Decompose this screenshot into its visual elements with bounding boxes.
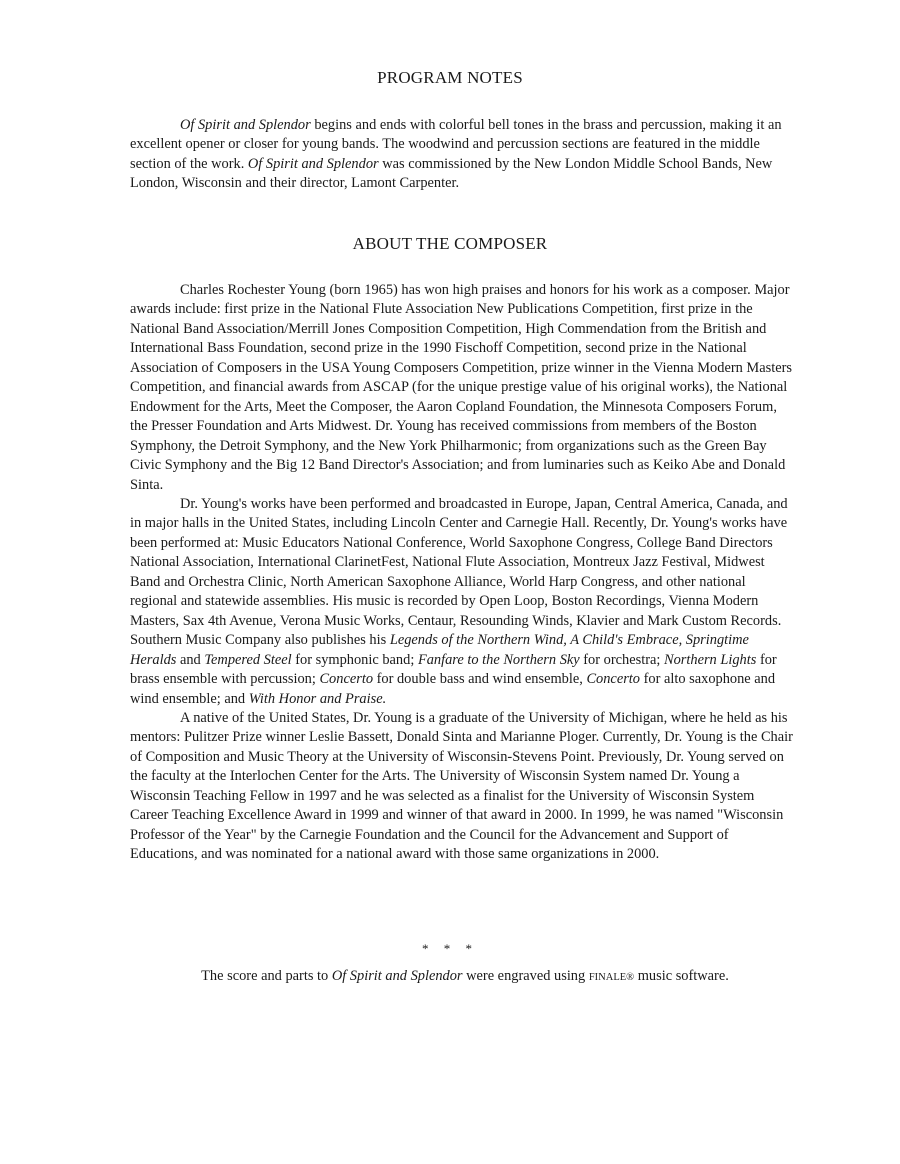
text-run: The score and parts to: [201, 968, 332, 984]
text-run: for alto saxophone and wind ensemble; and: [130, 671, 776, 707]
work-title: Of Spirit and Splendor: [180, 117, 311, 133]
work-title: Fanfare to the Northern Sky: [417, 651, 580, 668]
work-title: Concerto: [586, 671, 640, 688]
section-separator: * * *: [422, 941, 478, 956]
composer-paragraph-1: Charles Rochester Young (born 1965) has won high praises and honors for his work as a composer. Major awards include: first prize in the National Flute Association New Publications Competition, first prize in the National Band Association/Merrill Jones Composition Competition, High Commendation from the British and International Bass Foundation, second prize in the 1990 Fischoff Competition, second prize in the National Association of Composers in the USA Young Composers Competition, prize winner in the Vienna Modern Masters Competition, and financial awards from ASCAP (for the unique prestige value of his original works), the National Endowment for the Arts, Meet the Composer, the Aaron Copland Foundation, the Minnesota Composers Forum, the Presser Foundation and Arts Midwest. Dr. Young has received commissions from members of the Boston Symphony, the Detroit Symphony, and the New York Philharmonic; from organizations such as the Green Bay Civic Symphony and the Big 12 Band Director's Association; and from luminaries such as Keiko Abe and Donald Sinta.: [130, 282, 792, 493]
text-run: begins and ends with colorful bell tones in the brass and percussion, making it an excellent opener or closer for young bands. The woodwind and percussion sections are featured in the middle section of the work.: [130, 117, 782, 172]
about-composer-body: [130, 281, 795, 865]
work-title: Concerto: [319, 671, 374, 688]
text-run: was commissioned by the New London Middle School Bands, New London, Wisconsin and their director, Lamont Carpenter.: [130, 155, 773, 192]
program-notes-body: [130, 116, 795, 194]
work-title: Tempered Steel: [204, 651, 292, 668]
text-run: music software.: [634, 968, 729, 984]
text-run: for brass ensemble with percussion;: [130, 651, 777, 688]
work-title: Of Spirit and Splendor: [247, 155, 379, 172]
text-run: for orchestra;: [579, 651, 664, 668]
text-run: Dr. Young's works have been performed and broadcasted in Europe, Japan, Central America, Canada, and in major halls in the United States, including Lincoln Center and Carnegie Hall. Recently, Dr. Young's works have been performed at: Music Educators National Conference, World Saxophone Congress, College Band Directors National Association, International ClarinetFest, National Flute Association, Montreux Jazz Festival, Midwest Band and Orchestra Clinic, North American Saxophone Alliance, World Harp Congress, and other national regional and statewide assemblies. His music is recorded by Open Loop, Boston Recordings, Vienna Modern Masters, Sax 4th Avenue, Verona Music Works, Centaur, Resounding Winds, Klavier and Mark Custom Records. Southern Music Company also publishes his: [130, 495, 788, 649]
text-run: were engraved using: [462, 968, 589, 984]
composer-paragraph-2: [130, 495, 795, 709]
text-run: and: [176, 651, 205, 668]
work-title: Of Spirit and Splendor: [331, 968, 463, 984]
work-title: Legends of the Northern Wind, A Child's Embrace, Springtime Heralds: [130, 632, 749, 668]
text-run: for double bass and wind ensemble,: [373, 671, 587, 688]
program-notes-paragraph: [130, 116, 795, 194]
finale-trademark: FINALE®: [588, 972, 635, 983]
engraving-credit: [0, 968, 900, 985]
work-title: Northern Lights: [663, 651, 757, 668]
work-title: With Honor and Praise.: [248, 690, 387, 707]
about-composer-title: ABOUT THE COMPOSER: [352, 234, 548, 253]
text-run: for symphonic band;: [291, 651, 418, 668]
composer-paragraph-3: A native of the United States, Dr. Young is a graduate of the University of Michigan, where he held as his mentors: Pulitzer Prize winner Leslie Bassett, Donald Sinta and Marianne Ploger. Currently, Dr. Young is the Chair of Composition and Music Theory at the University of Wisconsin-Stevens Point. Previously, Dr. Young served on the faculty at the Interlochen Center for the Arts. The University of Wisconsin System named Dr. Young a Wisconsin Teaching Fellow in 1997 and he was selected as a finalist for the University of Wisconsin System Career Teaching Excellence Award in 1999 and winner of that award in 2000. In 1999, he was named "Wisconsin Professor of the Year" by the Carnegie Foundation and the Council for the Advancement and Support of Educations, and was nominated for a national award with those same organizations in 2000.: [130, 709, 793, 863]
program-notes-title: PROGRAM NOTES: [377, 68, 523, 87]
